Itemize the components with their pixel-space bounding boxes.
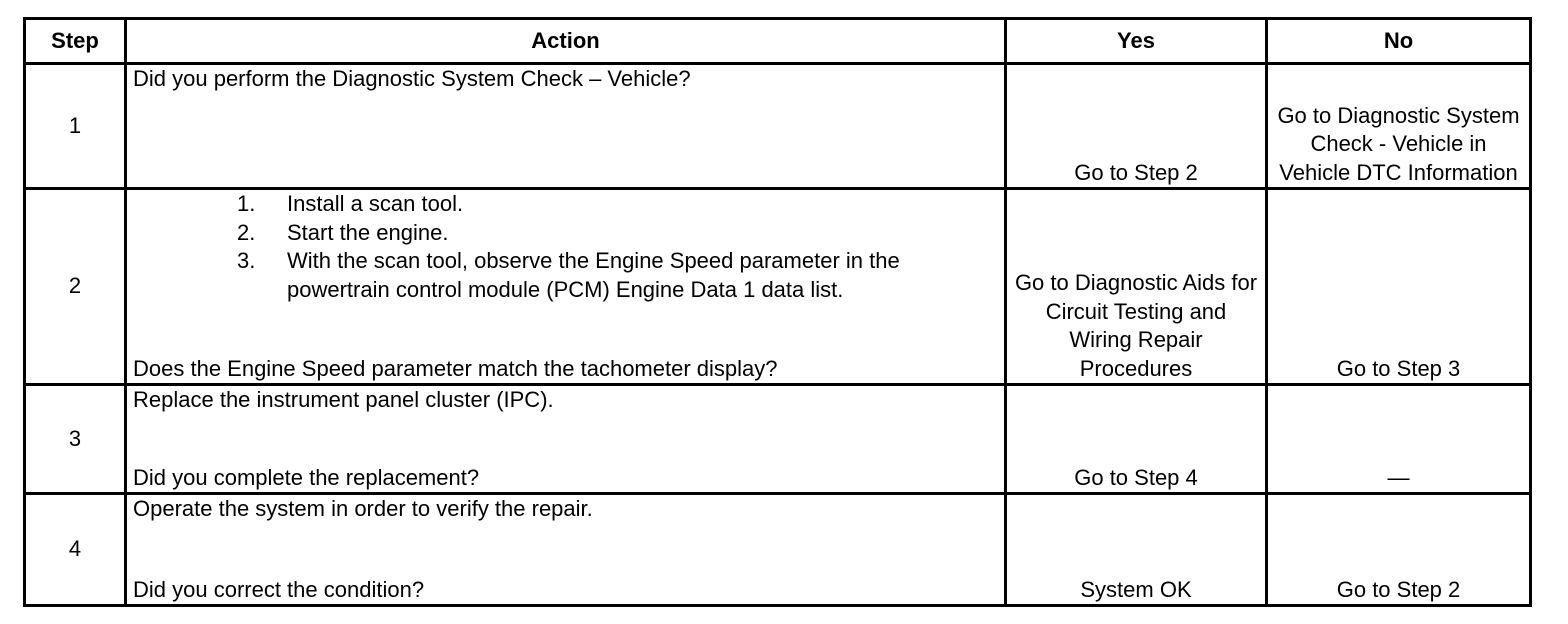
yes-result: System OK (1007, 495, 1268, 604)
action-text: Did you perform the Diagnostic System Check – Vehicle? (133, 66, 691, 91)
action-cell (127, 386, 1007, 495)
table-row (26, 386, 1529, 495)
substep-text: Start the engine. (287, 219, 449, 245)
list-item (237, 190, 998, 219)
header-action: Action (127, 20, 1007, 65)
step-number: 1 (26, 65, 127, 190)
no-result: Go to Step 3 (1268, 190, 1529, 386)
yes-result: Go to Step 2 (1007, 65, 1268, 190)
substep-number: 3. (237, 248, 256, 273)
substep-text: With the scan tool, observe the Engine Speed parameter in the powertrain control module (PCM) Engine Data 1 data list. (287, 248, 900, 302)
table-row (26, 65, 1529, 190)
step-number: 4 (26, 495, 127, 604)
header-row (26, 20, 1529, 65)
action-question: Does the Engine Speed parameter match the tachometer display? (133, 355, 778, 381)
yes-result: Go to Step 4 (1007, 386, 1268, 495)
no-result: Go to Step 2 (1336, 576, 1461, 602)
list-item (237, 219, 998, 248)
action-cell (127, 65, 1007, 190)
substep-number: 1. (237, 191, 256, 216)
list-item (237, 247, 998, 304)
diagnostic-table (23, 17, 1532, 607)
no-result: Go to Diagnostic System Check - Vehicle in Vehicle DTC Information (1268, 65, 1529, 190)
header-step: Step (26, 20, 127, 65)
header-no: No (1268, 20, 1529, 65)
table-row (26, 495, 1529, 604)
action-cell (127, 495, 1007, 604)
no-result: — (1268, 386, 1529, 495)
action-cell (127, 190, 1007, 386)
step-number: 3 (26, 386, 127, 495)
step-number: 2 (26, 190, 127, 386)
header-yes: Yes (1007, 20, 1268, 65)
substep-number: 2. (237, 219, 256, 245)
substep-text: Install a scan tool. (287, 191, 464, 216)
action-text: Replace the instrument panel cluster (IPC). (133, 387, 554, 412)
action-text: Operate the system in order to verify the repair. (133, 496, 593, 521)
table-row (26, 190, 1529, 386)
substep-list (133, 190, 998, 304)
action-question: Did you complete the replacement? (133, 464, 480, 490)
yes-result: Go to Diagnostic Aids for Circuit Testing and Wiring Repair Procedures (1007, 190, 1268, 386)
action-question: Did you correct the condition? (133, 576, 425, 602)
